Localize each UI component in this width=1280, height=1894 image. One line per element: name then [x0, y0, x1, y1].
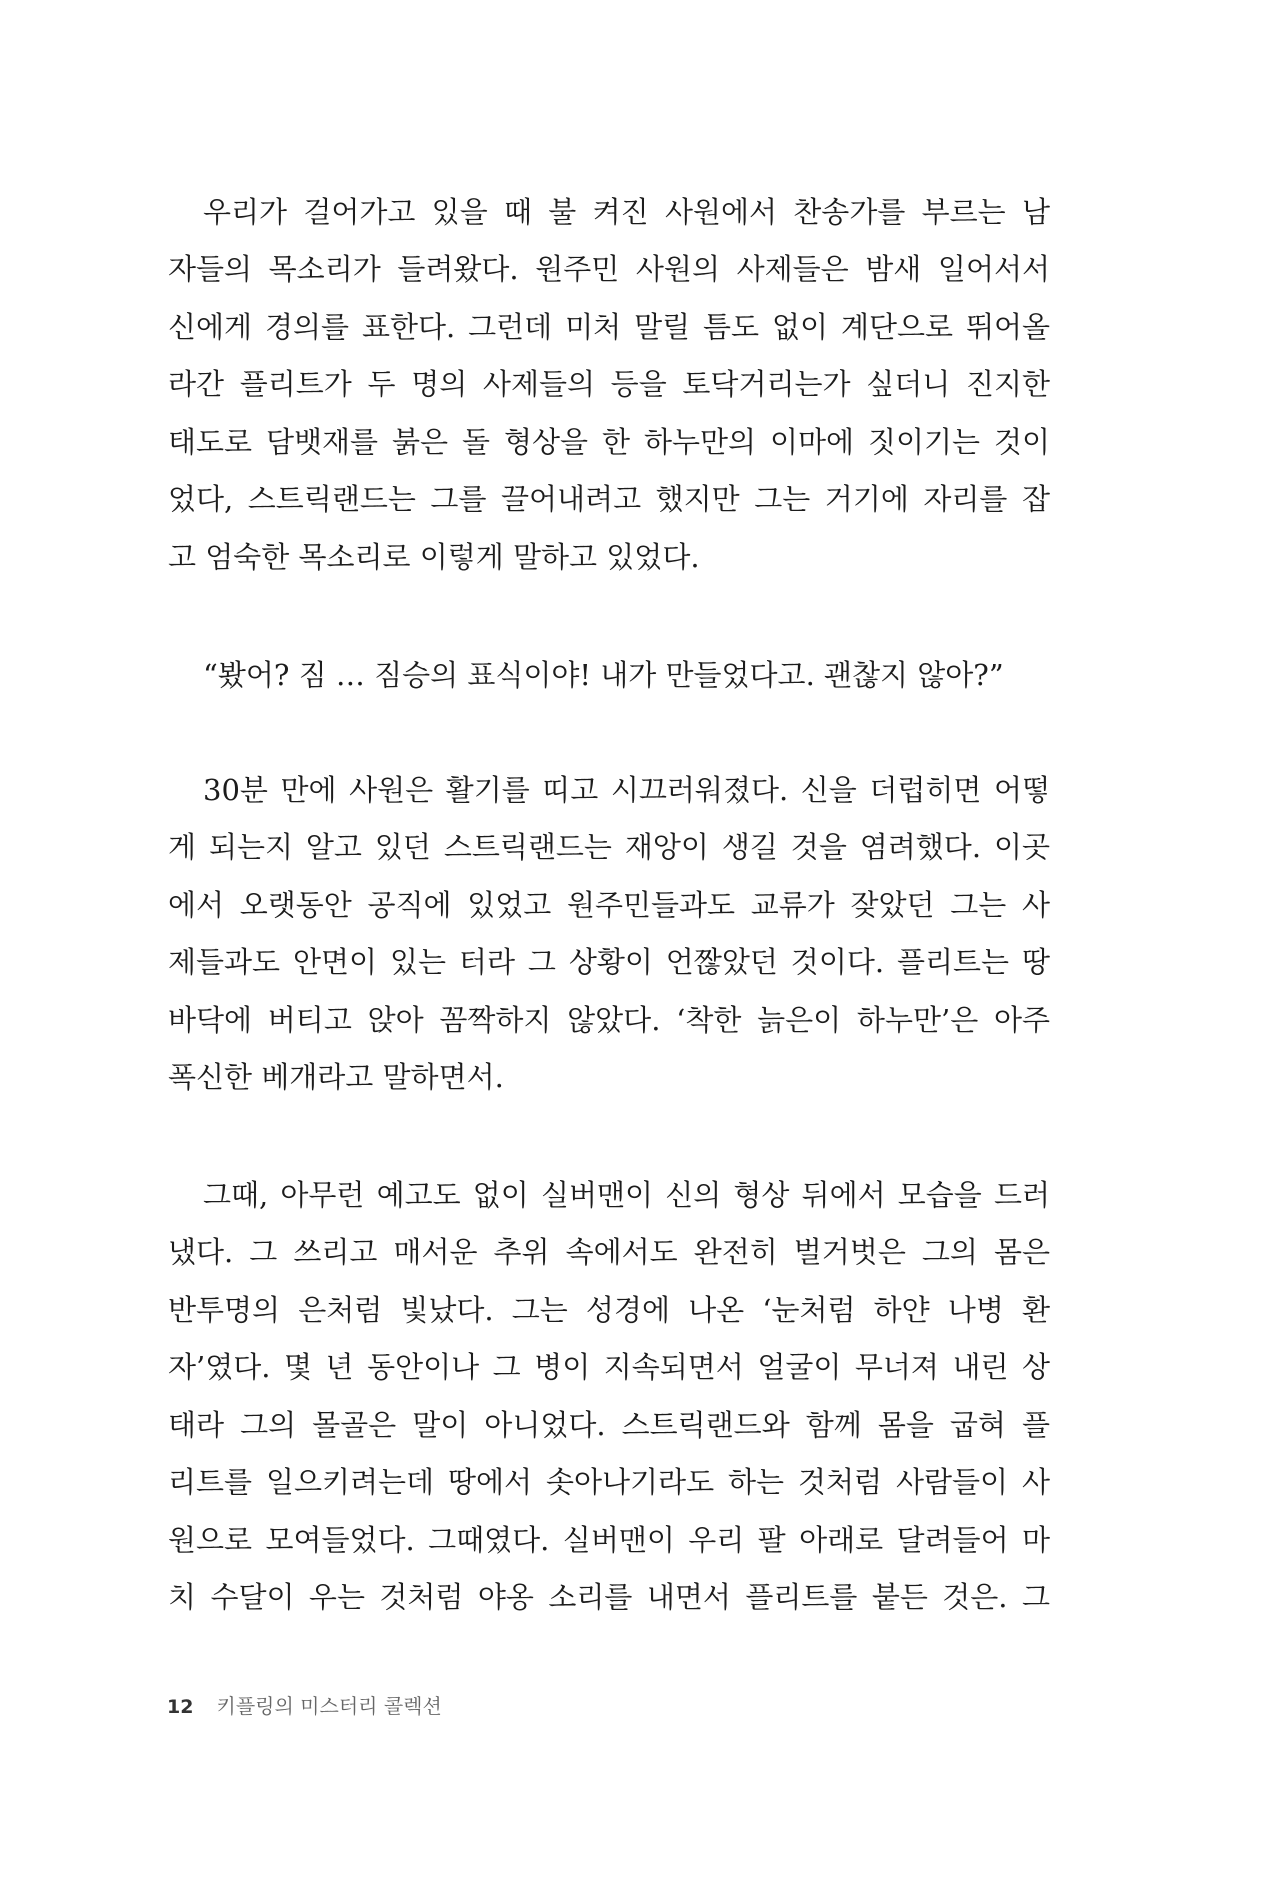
text-line: 게 되는지 알고 있던 스트릭랜드는 재앙이 생길 것을 염려했다. 이곳 [168, 830, 1050, 864]
text-line: 자들의 목소리가 들려왔다. 원주민 사원의 사제들은 밤새 일어서서 [168, 252, 1050, 286]
text-line: 바닥에 버티고 앉아 꼼짝하지 않았다. ‘착한 늙은이 하누만’은 아주 [168, 1003, 1050, 1037]
text-line: 자’였다. 몇 년 동안이나 그 병이 지속되면서 얼굴이 무너져 내린 상 [168, 1350, 1050, 1384]
text-line: 신에게 경의를 표한다. 그런데 미처 말릴 틈도 없이 계단으로 뛰어올 [168, 310, 1050, 344]
text-line: 리트를 일으키려는데 땅에서 솟아나기라도 하는 것처럼 사람들이 사 [168, 1465, 1050, 1499]
text-line: 태도로 담뱃재를 붉은 돌 형상을 한 하누만의 이마에 짓이기는 것이 [168, 425, 1050, 459]
text-line: 반투명의 은처럼 빛났다. 그는 성경에 나온 ‘눈처럼 하얀 나병 환 [168, 1293, 1050, 1327]
text-line: 30분 만에 사원은 활기를 띠고 시끄러워졌다. 신을 더럽히면 어떻 [203, 773, 1050, 807]
text-line: 라간 플리트가 두 명의 사제들의 등을 토닥거리는가 싶더니 진지한 [168, 367, 1050, 401]
text-line: 에서 오랫동안 공직에 있었고 원주민들과도 교류가 잦았던 그는 사 [168, 888, 1050, 922]
text-line: 우리가 걸어가고 있을 때 불 켜진 사원에서 찬송가를 부르는 남 [203, 195, 1050, 229]
text-line: 폭신한 베개라고 말하면서. [168, 1060, 504, 1094]
running-title: 키플링의 미스터리 콜렉션 [216, 1694, 442, 1718]
text-line: 원으로 모여들었다. 그때였다. 실버맨이 우리 팔 아래로 달려들어 마 [168, 1523, 1050, 1557]
text-line: 고 엄숙한 목소리로 이렇게 말하고 있었다. [168, 540, 700, 574]
page-number: 12 [167, 1696, 194, 1718]
text-line: 냈다. 그 쓰리고 매서운 추위 속에서도 완전히 벌거벗은 그의 몸은 [168, 1235, 1050, 1269]
text-line: 태라 그의 몰골은 말이 아니었다. 스트릭랜드와 함께 몸을 굽혀 플 [168, 1408, 1050, 1442]
text-line: 제들과도 안면이 있는 터라 그 상황이 언짢았던 것이다. 플리트는 땅 [168, 945, 1050, 979]
text-line: 었다, 스트릭랜드는 그를 끌어내려고 했지만 그는 거기에 자리를 잡 [168, 482, 1050, 516]
page-footer [167, 1690, 442, 1722]
text-line: 치 수달이 우는 것처럼 야옹 소리를 내면서 플리트를 붙든 것은. 그 [168, 1580, 1050, 1614]
text-line: 그때, 아무런 예고도 없이 실버맨이 신의 형상 뒤에서 모습을 드러 [203, 1178, 1050, 1212]
quote-line: “봤어? 짐 … 짐승의 표식이야! 내가 만들었다고. 괜찮지 않아?” [203, 658, 1004, 692]
